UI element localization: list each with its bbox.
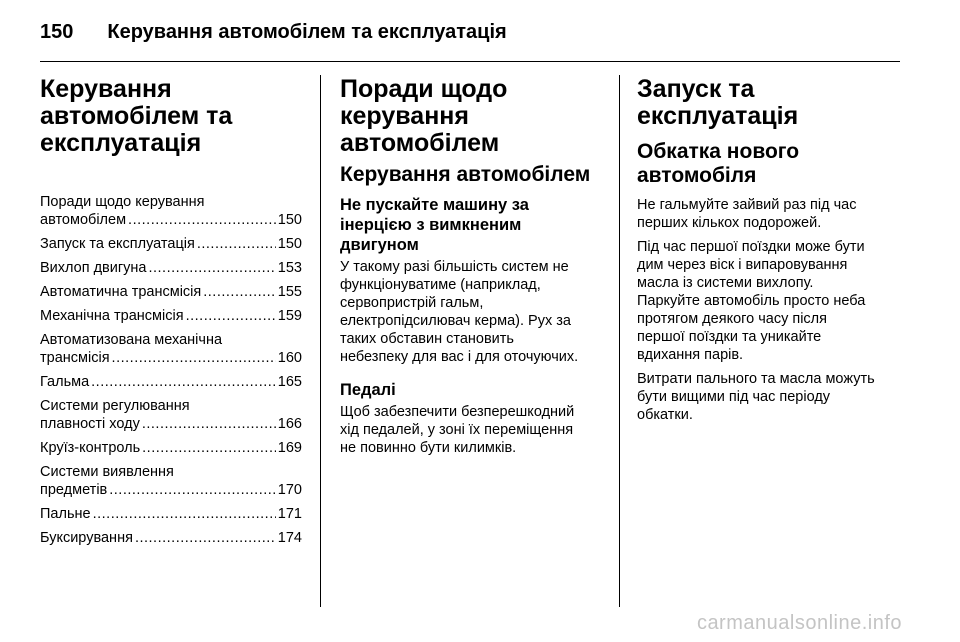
toc-entry-title: Автоматична трансмісія (40, 284, 202, 300)
toc-leader-dots (203, 283, 276, 301)
toc-entry-title-line: Системи регулювання (40, 398, 190, 414)
toc-entry-line (40, 235, 302, 253)
toc-entry-line (40, 349, 302, 367)
table-of-contents (40, 193, 302, 547)
toc-leader-dots (91, 373, 276, 391)
toc-entry-title: Круїз-контроль (40, 440, 141, 456)
toc-entry-line (40, 307, 302, 325)
toc-page-number: 170 (277, 482, 302, 498)
toc-leader-dots (142, 415, 276, 433)
paragraph-braking: Не гальмуйте зайвий раз під час перших кількох подорожей. (637, 197, 857, 231)
toc-leader-dots (186, 307, 276, 325)
column-toc (40, 76, 302, 553)
toc-leader-dots (112, 349, 276, 367)
toc-leader-dots (148, 259, 275, 277)
toc-entry-title: Пальне (40, 506, 91, 522)
toc-leader-dots (109, 481, 276, 499)
page-header (40, 16, 900, 48)
toc-entry-title: автомобілем (40, 212, 127, 228)
paragraph-coasting: У такому разі більшість систем не функціонуватиме (наприклад, сервопристрій гальм, електропідсилювач керма). Рух за таких обставин становить небезпеку для вас і для оточуючих. (340, 259, 579, 365)
paragraph-consumption: Витрати пального та масла можуть бути вищими під час періоду обкатки. (637, 371, 875, 423)
toc-entry-line (40, 259, 302, 277)
toc-page-number: 160 (277, 350, 302, 366)
toc-page-number: 171 (277, 506, 302, 522)
toc-entry-title-line: Поради щодо керування (40, 194, 205, 210)
toc-entry-line (40, 415, 302, 433)
toc-leader-dots (135, 529, 276, 547)
toc-page-number: 155 (277, 284, 302, 300)
toc-entry[interactable] (40, 193, 302, 229)
column-driving-tips (340, 76, 603, 463)
toc-page-number: 150 (277, 212, 302, 228)
toc-entry-line (40, 529, 302, 547)
toc-entry[interactable] (40, 235, 302, 253)
toc-entry[interactable] (40, 307, 302, 325)
toc-entry-line (40, 481, 302, 499)
subsection-title-break-in: Обкатка нового автомобіля (637, 140, 800, 187)
toc-entry[interactable] (40, 463, 302, 499)
toc-leader-dots (142, 439, 276, 457)
column-divider-1 (320, 75, 321, 607)
toc-leader-dots (197, 235, 276, 253)
column-divider-2 (619, 75, 620, 607)
toc-entry-title: Запуск та експлуатація (40, 236, 195, 252)
toc-entry[interactable] (40, 373, 302, 391)
toc-page-number: 159 (277, 308, 302, 324)
paragraph-smoke: Під час першої поїздки може бути дим через віск і випаровування масла із системи вихлопу. Паркуйте автомобіль просто неба протягом деякого часу після першої поїздки та уникайте вдихання парів. (637, 239, 866, 363)
toc-leader-dots (93, 505, 276, 523)
toc-page-number: 174 (277, 530, 302, 546)
toc-page-number: 169 (277, 440, 302, 456)
toc-entry-title-line: Системи виявлення (40, 464, 174, 480)
toc-entry-line (40, 505, 302, 523)
toc-entry-title: Гальма (40, 374, 90, 390)
column-start-operation (637, 76, 902, 430)
section-title: Поради щодо керування автомобілем (340, 75, 508, 157)
toc-entry-title: Буксирування (40, 530, 133, 546)
toc-entry-title: Механічна трансмісія (40, 308, 184, 324)
toc-entry-line (40, 211, 302, 229)
toc-entry-line (40, 373, 302, 391)
toc-entry-line (40, 439, 302, 457)
watermark: carmanualsonline.info (696, 612, 902, 634)
subsection-title: Керування автомобілем (340, 163, 591, 186)
toc-entry[interactable] (40, 283, 302, 301)
paragraph-pedals: Щоб забезпечити безперешкодний хід педалей, у зоні їх переміщення не повинно бути килимків. (340, 404, 575, 456)
toc-entry[interactable] (40, 259, 302, 277)
toc-entry-title-line: Автоматизована механічна (40, 332, 223, 348)
heading-pedals: Педалі (340, 381, 396, 399)
toc-page-number: 153 (277, 260, 302, 276)
toc-entry-line (40, 283, 302, 301)
toc-entry[interactable] (40, 529, 302, 547)
toc-entry-title: предметів (40, 482, 108, 498)
toc-entry[interactable] (40, 397, 302, 433)
toc-entry-title: Вихлоп двигуна (40, 260, 147, 276)
toc-leader-dots (128, 211, 276, 229)
running-title: Керування автомобілем та експлуатація (107, 20, 507, 43)
section-title-start: Запуск та експлуатація (637, 75, 799, 130)
chapter-title: Керування автомобілем та експлуатація (40, 75, 233, 157)
toc-page-number: 150 (277, 236, 302, 252)
page-number: 150 (40, 20, 74, 43)
header-rule (40, 61, 900, 62)
toc-page-number: 166 (277, 416, 302, 432)
toc-entry-title: плавності ходу (40, 416, 140, 432)
heading-coasting: Не пускайте машину за інерцією з вимкненим двигуном (340, 196, 529, 254)
toc-page-number: 165 (277, 374, 302, 390)
toc-entry[interactable] (40, 331, 302, 367)
toc-entry[interactable] (40, 439, 302, 457)
toc-entry[interactable] (40, 505, 302, 523)
toc-entry-title: трансмісія (40, 350, 110, 366)
